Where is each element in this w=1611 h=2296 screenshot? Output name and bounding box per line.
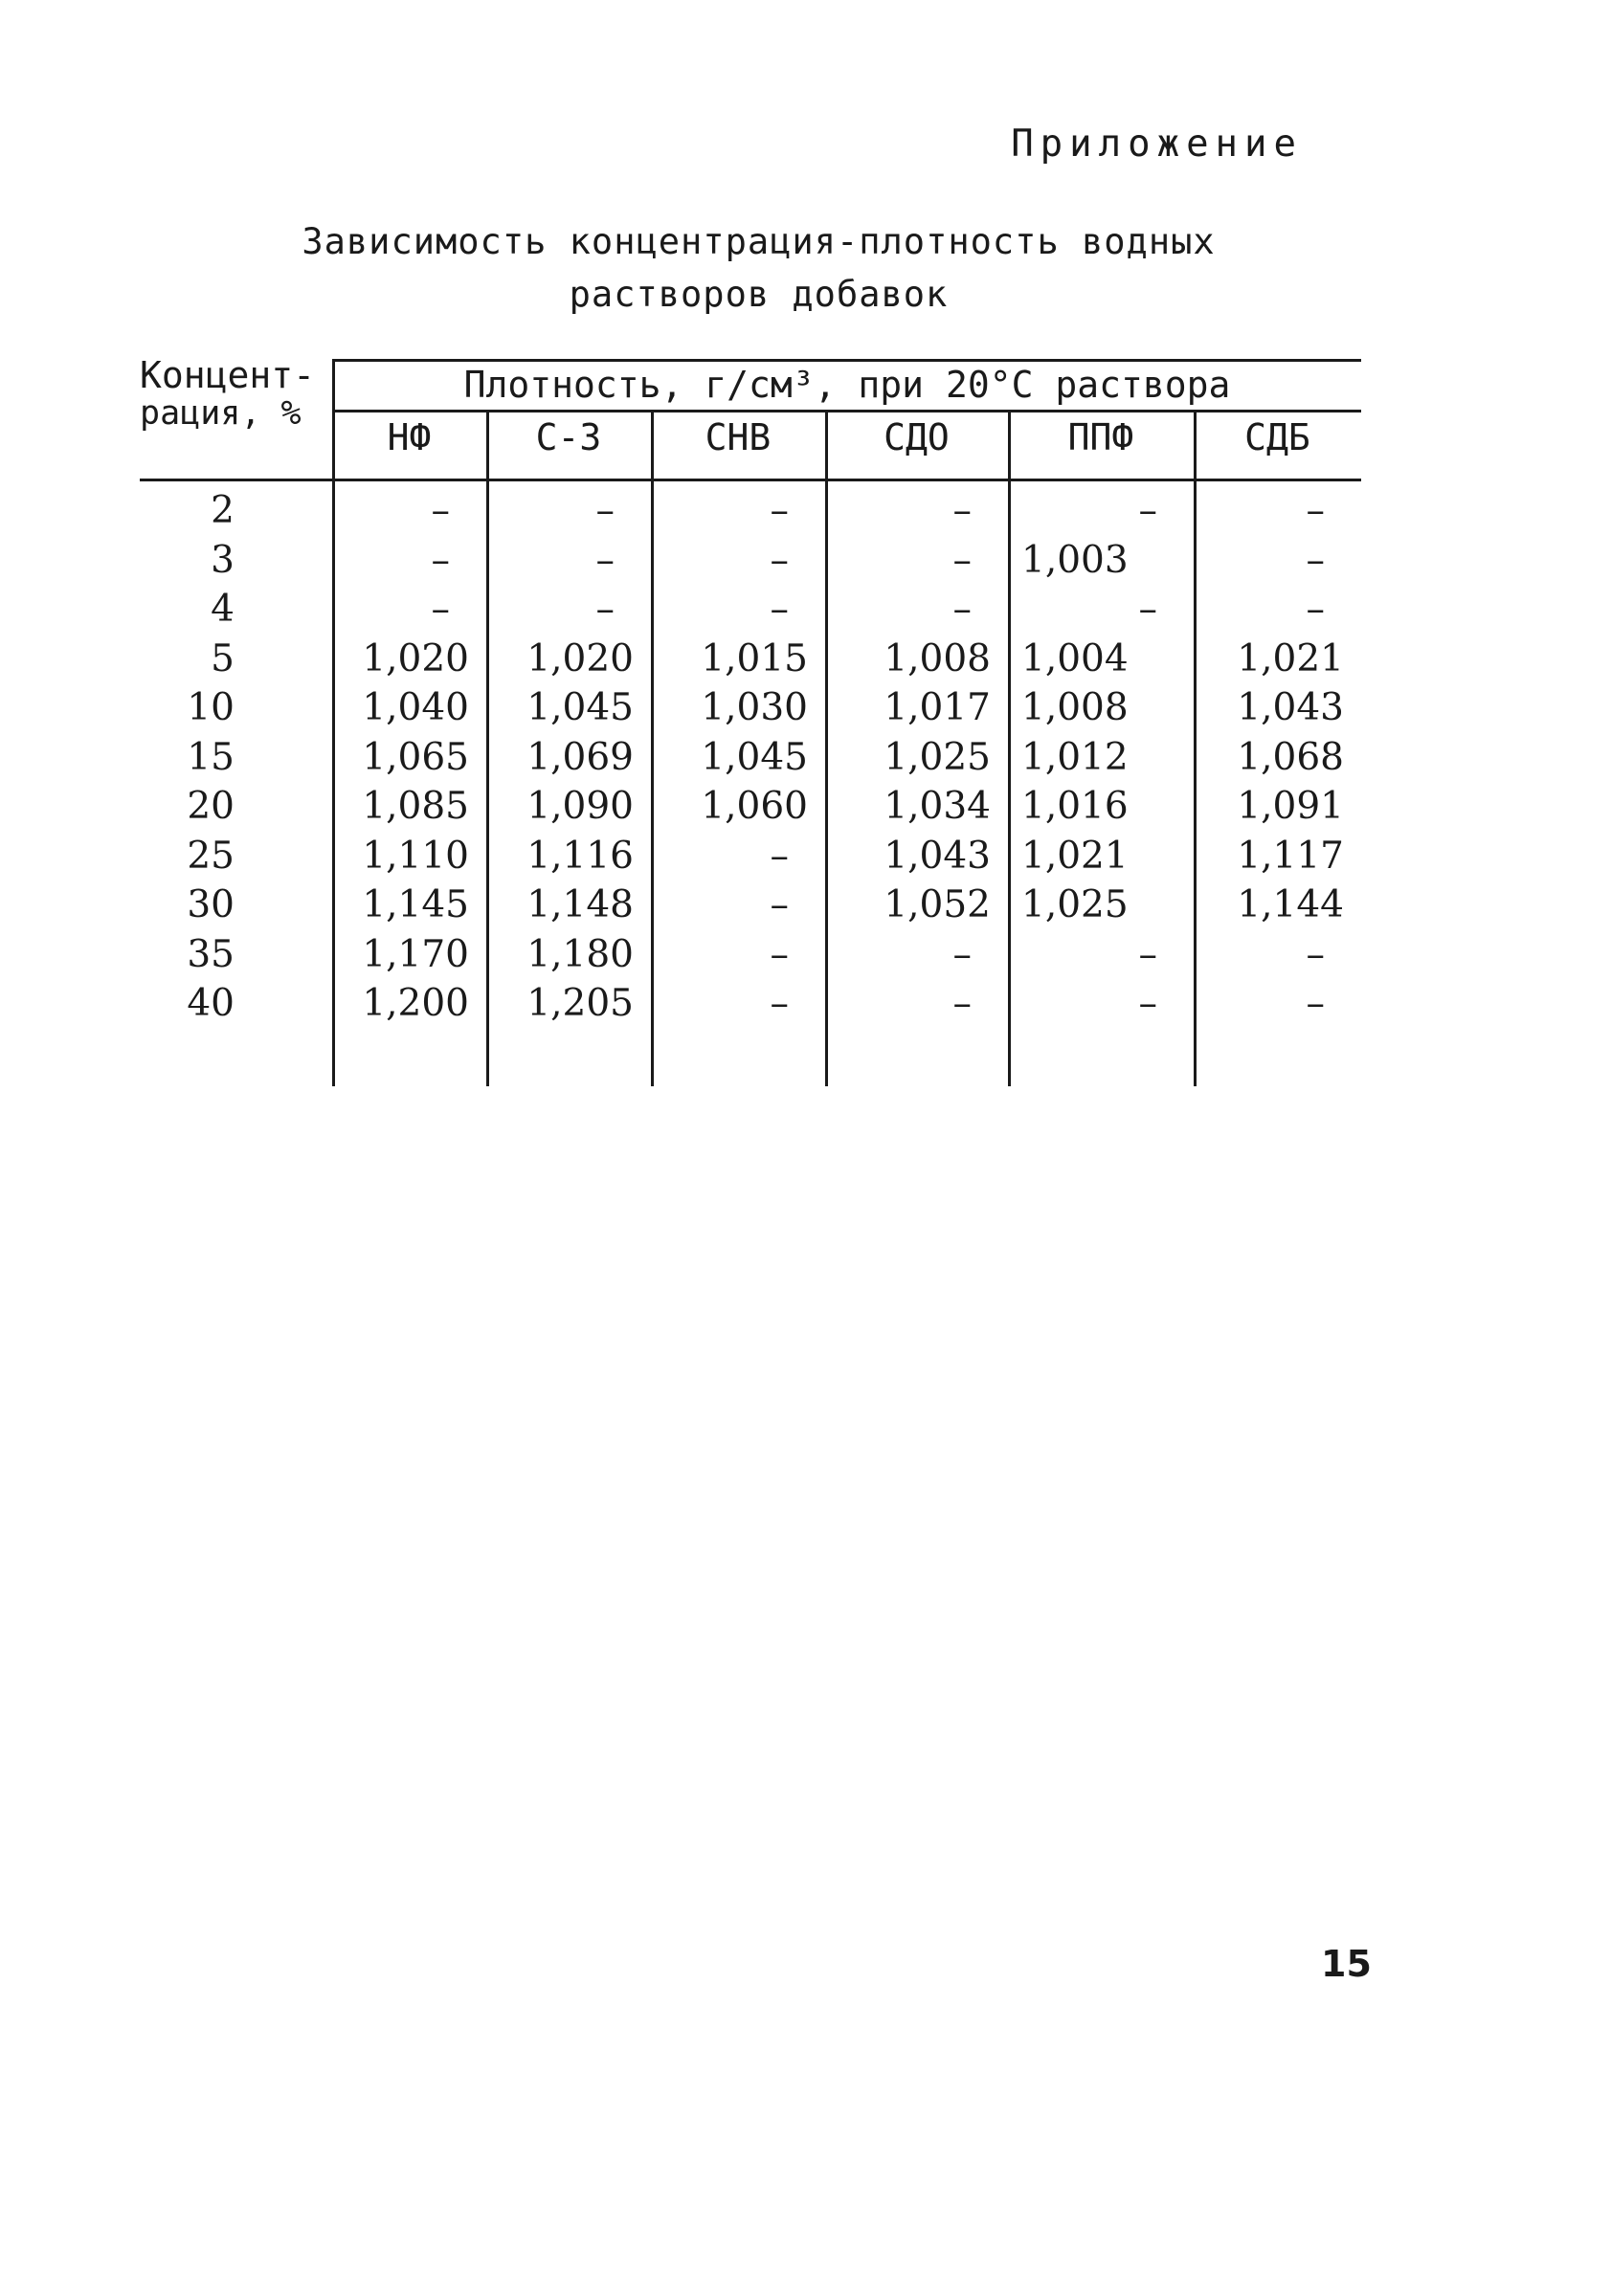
density-cell: 1,180 <box>526 932 634 976</box>
row-header-line-1: Концент- <box>140 354 316 396</box>
density-cell: 1,020 <box>526 636 634 680</box>
density-cell: 1,117 <box>1237 834 1344 878</box>
column-header: НФ <box>387 416 432 458</box>
density-cell: 1,145 <box>362 883 469 926</box>
density-cell: – <box>1306 932 1325 976</box>
density-cell: – <box>595 538 615 582</box>
density-cell: – <box>431 538 450 582</box>
density-cell: 1,060 <box>701 785 808 828</box>
concentration-cell: 4 <box>211 588 235 631</box>
density-cell: – <box>1138 982 1157 1025</box>
density-cell: – <box>770 588 789 631</box>
density-cell: – <box>770 883 789 926</box>
density-cell: 1,068 <box>1237 735 1344 779</box>
density-cell: – <box>770 834 789 878</box>
density-cell: – <box>431 588 450 631</box>
density-cell: 1,003 <box>1021 538 1129 582</box>
concentration-cell: 40 <box>187 982 235 1025</box>
density-cell: 1,069 <box>526 735 634 779</box>
density-cell: – <box>770 982 789 1025</box>
density-cell: – <box>770 538 789 582</box>
density-cell: 1,025 <box>1021 883 1129 926</box>
density-cell: – <box>952 538 972 582</box>
density-cell: 1,144 <box>1237 883 1344 926</box>
density-cell: – <box>1138 932 1157 976</box>
concentration-cell: 35 <box>187 932 235 976</box>
density-cell: 1,008 <box>884 636 991 680</box>
density-cell: 1,030 <box>701 686 808 729</box>
density-cell: 1,085 <box>362 785 469 828</box>
density-cell: 1,110 <box>362 834 469 878</box>
density-cell: – <box>770 489 789 532</box>
density-cell: 1,016 <box>1021 785 1129 828</box>
page-number: 15 <box>1321 1943 1372 1985</box>
density-cell: 1,090 <box>526 785 634 828</box>
density-cell: 1,043 <box>884 834 991 878</box>
density-cell: – <box>1138 489 1157 532</box>
concentration-cell: 20 <box>187 785 235 828</box>
density-cell: – <box>1138 588 1157 631</box>
density-cell: – <box>952 982 972 1025</box>
density-cell: – <box>952 932 972 976</box>
column-header: ППФ <box>1067 416 1134 458</box>
density-cell: – <box>952 588 972 631</box>
density-cell: 1,148 <box>526 883 634 926</box>
column-header: СДБ <box>1244 416 1310 458</box>
concentration-cell: 5 <box>211 636 235 680</box>
density-cell: 1,065 <box>362 735 469 779</box>
density-cell: 1,017 <box>884 686 991 729</box>
concentration-cell: 30 <box>187 883 235 926</box>
density-cell: 1,040 <box>362 686 469 729</box>
density-cell: – <box>595 489 615 532</box>
title-line-2: растворов добавок <box>569 274 949 315</box>
header-top-rule <box>332 359 1361 362</box>
density-cell: 1,052 <box>884 883 991 926</box>
density-cell: 1,045 <box>701 735 808 779</box>
density-cell: 1,034 <box>884 785 991 828</box>
density-cell: – <box>1306 489 1325 532</box>
density-cell: 1,025 <box>884 735 991 779</box>
density-cell: 1,116 <box>526 834 634 878</box>
density-cell: – <box>1306 982 1325 1025</box>
density-cell: – <box>431 489 450 532</box>
concentration-cell: 2 <box>211 489 235 532</box>
density-cell: 1,015 <box>701 636 808 680</box>
density-cell: 1,091 <box>1237 785 1344 828</box>
column-header: СНВ <box>705 416 772 458</box>
density-cell: 1,004 <box>1021 636 1129 680</box>
title-line-1: Зависимость концентрация-плотность водных <box>302 221 1216 262</box>
row-header-line-2: рация, % <box>140 394 302 433</box>
column-header: СДО <box>884 416 950 458</box>
concentration-cell: 10 <box>187 686 235 729</box>
density-cell: 1,170 <box>362 932 469 976</box>
group-header: Плотность, г/см³, при 20°С раствора <box>463 364 1231 406</box>
density-cell: 1,020 <box>362 636 469 680</box>
concentration-cell: 3 <box>211 538 235 582</box>
density-cell: – <box>1306 588 1325 631</box>
density-cell: – <box>770 932 789 976</box>
density-cell: 1,200 <box>362 982 469 1025</box>
density-cell: – <box>952 489 972 532</box>
density-cell: 1,043 <box>1237 686 1344 729</box>
density-cell: – <box>595 588 615 631</box>
density-cell: – <box>1306 538 1325 582</box>
header-bottom-rule <box>140 479 1361 481</box>
density-cell: 1,021 <box>1021 834 1129 878</box>
density-cell: 1,021 <box>1237 636 1344 680</box>
concentration-cell: 25 <box>187 834 235 878</box>
density-cell: 1,205 <box>526 982 634 1025</box>
density-cell: 1,012 <box>1021 735 1129 779</box>
density-cell: 1,045 <box>526 686 634 729</box>
concentration-cell: 15 <box>187 735 235 779</box>
density-cell: 1,008 <box>1021 686 1129 729</box>
column-header: С-3 <box>535 416 602 458</box>
appendix-label: Приложение <box>1011 123 1303 166</box>
